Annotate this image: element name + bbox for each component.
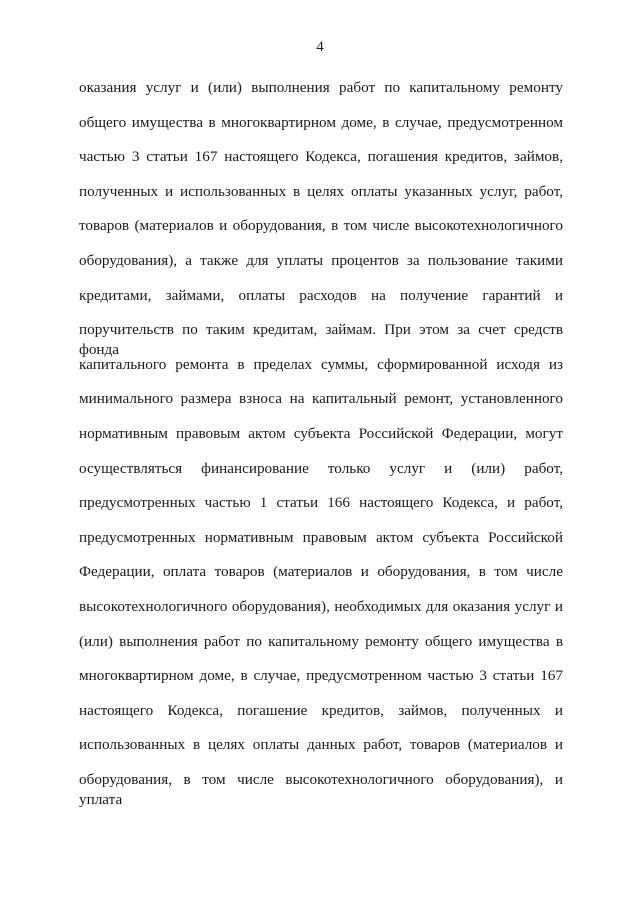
text-line: [79, 493, 563, 528]
text-line-content: многоквартирном доме, в случае, предусмотренном частью 3 статьи 167: [79, 667, 563, 685]
text-line-content: (или) выполнения работ по капитальному ремонту общего имущества в: [79, 632, 563, 650]
text-line: [79, 528, 563, 563]
text-line-content: кредитами, займами, оплаты расходов на получение гарантий и: [79, 286, 563, 304]
text-line-content: Федерации, оплата товаров (материалов и оборудования, в том числе: [79, 563, 563, 581]
text-line: [79, 597, 563, 632]
text-line: [79, 389, 563, 424]
text-line: [79, 459, 563, 494]
text-line-content: настоящего Кодекса, погашение кредитов, займов, полученных и: [79, 701, 563, 719]
page-number: 4: [316, 39, 324, 55]
text-line-content: оказания услуг и (или) выполнения работ по капитальному ремонту: [79, 79, 563, 96]
text-line-content: осуществляться финансирование только услуг и (или) работ,: [79, 459, 563, 477]
text-line: [79, 632, 563, 667]
text-line-content: частью 3 статьи 167 настоящего Кодекса, погашения кредитов, займов,: [79, 148, 563, 166]
text-line: [79, 770, 563, 808]
text-line-content: полученных и использованных в целях оплаты указанных услуг, работ,: [79, 182, 563, 200]
text-line: [79, 424, 563, 459]
text-line-content: использованных в целях оплаты данных работ, товаров (материалов и: [79, 736, 563, 754]
text-line: [79, 735, 563, 770]
text-line: [79, 147, 563, 182]
text-line: [79, 182, 563, 217]
text-line: [79, 355, 563, 390]
text-line-content: поручительств по таким кредитам, займам. При этом за счет средств фонда: [79, 321, 563, 359]
text-line: [79, 666, 563, 701]
text-line-content: нормативным правовым актом субъекта Российской Федерации, могут: [79, 424, 563, 442]
text-line: [79, 113, 563, 148]
text-line-content: товаров (материалов и оборудования, в том числе высокотехнологичного: [79, 217, 563, 235]
text-line-content: минимального размера взноса на капитальный ремонт, установленного: [79, 390, 563, 408]
text-line-content: высокотехнологичного оборудования), необходимых для оказания услуг и: [79, 597, 563, 615]
text-line: [79, 286, 563, 321]
text-line: [79, 251, 563, 286]
text-line: [79, 78, 563, 113]
text-line-content: общего имущества в многоквартирном доме, в случае, предусмотренном: [79, 113, 563, 131]
text-line: [79, 701, 563, 736]
text-line-content: капитального ремонта в пределах суммы, сформированной исходя из: [79, 355, 563, 373]
text-line-content: оборудования), а также для уплаты процентов за пользование такими: [79, 251, 563, 269]
text-line-content: оборудования, в том числе высокотехнологичного оборудования), и уплата: [79, 770, 563, 808]
text-line: [79, 562, 563, 597]
body-text: [79, 78, 563, 808]
text-line-content: предусмотренных нормативным правовым актом субъекта Российской: [79, 528, 563, 546]
text-line: [79, 320, 563, 359]
text-line-content: предусмотренных частью 1 статьи 166 настоящего Кодекса, и работ,: [79, 494, 563, 512]
text-line: [79, 216, 563, 251]
